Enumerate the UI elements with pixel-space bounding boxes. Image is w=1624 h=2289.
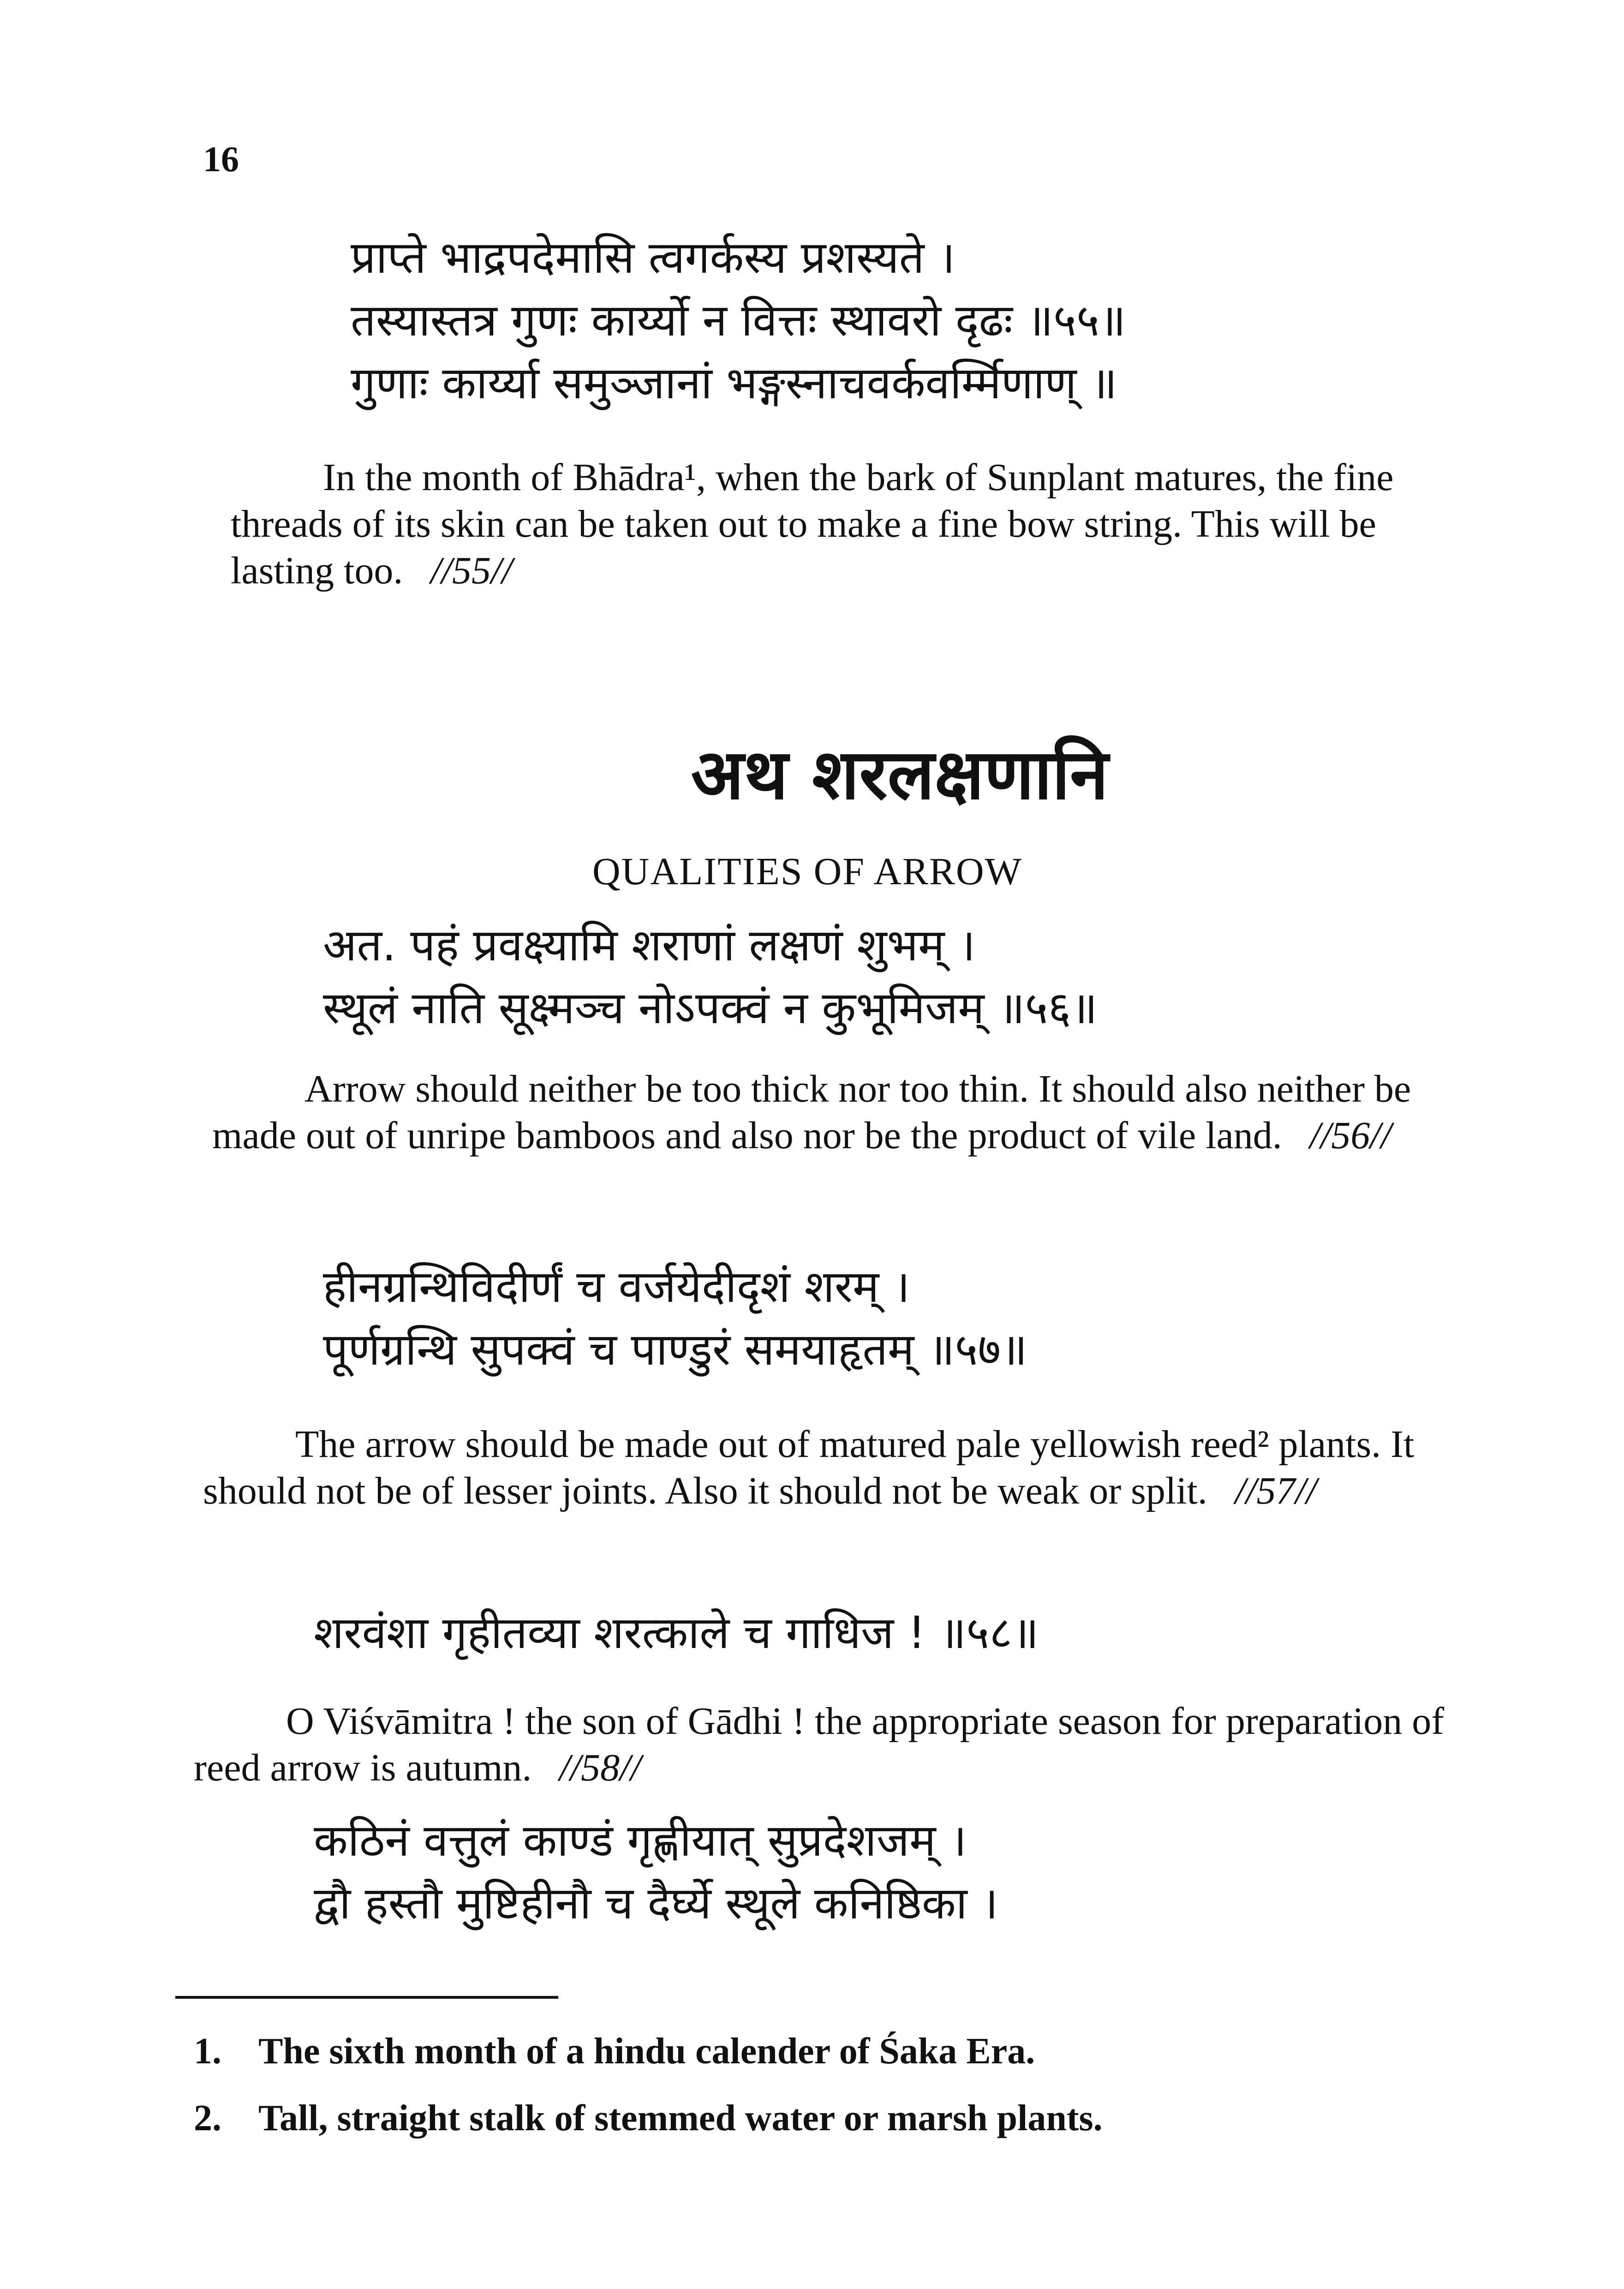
verse-ref: //57//: [1235, 1469, 1317, 1512]
verse-58-translation: [194, 1698, 1449, 1792]
sanskrit-line: अत. पहं प्रवक्ष्यामि शराणां लक्षणं शुभम् ।: [323, 919, 976, 971]
sanskrit-line: गुणाः कार्य्या समुञ्जानां भङ्गस्नाचवर्कवर्म्मिणाण् ॥: [351, 357, 1117, 409]
page-number: 16: [203, 139, 239, 179]
sanskrit-line: प्राप्ते भाद्रपदेमासि त्वगर्कस्य प्रशस्यते ।: [351, 232, 955, 283]
footnote-number: 1.: [194, 2031, 221, 2072]
sanskrit-line: शरवंशा गृहीतव्या शरत्काले च गाधिज ! ॥५८॥: [314, 1607, 1039, 1659]
sanskrit-line: पूर्णग्रन्थि सुपक्वं च पाण्डुरं समयाहृतम् ॥५७॥: [323, 1324, 1027, 1375]
footnote-1: [194, 2031, 1035, 2073]
sanskrit-line: कठिनं वत्तुलं काण्डं गृह्णीयात् सुप्रदेशजम् ।: [314, 1815, 967, 1866]
verse-ref: //58//: [559, 1746, 641, 1789]
section-heading-sanskrit: अथ शरलक्षणानि: [691, 735, 1109, 815]
verse-56-translation: [212, 1066, 1458, 1159]
translation-text: The arrow should be made out of matured pale yellowish reed² plants. It should not be of lesser joints. Also it should not be weak or split.: [203, 1423, 1415, 1512]
footnote-text: The sixth month of a hindu calender of Śaka Era.: [258, 2031, 1035, 2072]
footnote-divider: [175, 1996, 558, 1999]
verse-57-sanskrit: [323, 1261, 1027, 1375]
verse-56-sanskrit: [323, 919, 1098, 1034]
sanskrit-line: तस्यास्तत्र गुणः कार्य्यो न वित्तः स्थावरो दृढः ॥५५॥: [351, 294, 1126, 346]
verse-58-sanskrit: [314, 1607, 1039, 1659]
translation-text: In the month of Bhādra¹, when the bark of Sunplant matures, the fine threads of its skin can be taken out to make a fine bow string. This will be lasting too.: [231, 456, 1394, 592]
footnote-text: Tall, straight stalk of stemmed water or marsh plants.: [258, 2098, 1103, 2139]
sanskrit-line: द्वौ हस्तौ मुष्टिहीनौ च दैर्घ्ये स्थूले कनिष्ठिका ।: [314, 1877, 998, 1929]
verse-ref: //56//: [1309, 1114, 1392, 1157]
verse-59-sanskrit: [314, 1815, 998, 1929]
section-heading-english: QUALITIES OF ARROW: [592, 850, 1022, 893]
verse-ref: //55//: [430, 549, 513, 592]
verse-57-translation: [203, 1421, 1449, 1515]
verse-55-sanskrit: [351, 232, 1126, 409]
translation-text: O Viśvāmitra ! the son of Gādhi ! the appropriate season for preparation of reed arrow is autumn.: [194, 1700, 1445, 1789]
translation-text: Arrow should neither be too thick nor too thin. It should also neither be made out of unripe bamboos and also nor be the product of vile land.: [212, 1067, 1411, 1157]
verse-55-translation: [231, 455, 1439, 594]
sanskrit-line: हीनग्रन्थिविदीर्णं च वर्जयेदीदृशं शरम् ।: [323, 1261, 910, 1312]
footnote-number: 2.: [194, 2098, 221, 2139]
footnote-2: [194, 2097, 1103, 2139]
sanskrit-line: स्थूलं नाति सूक्ष्मञ्च नोऽपक्वं न कुभूमिजम् ॥५६॥: [323, 982, 1098, 1034]
